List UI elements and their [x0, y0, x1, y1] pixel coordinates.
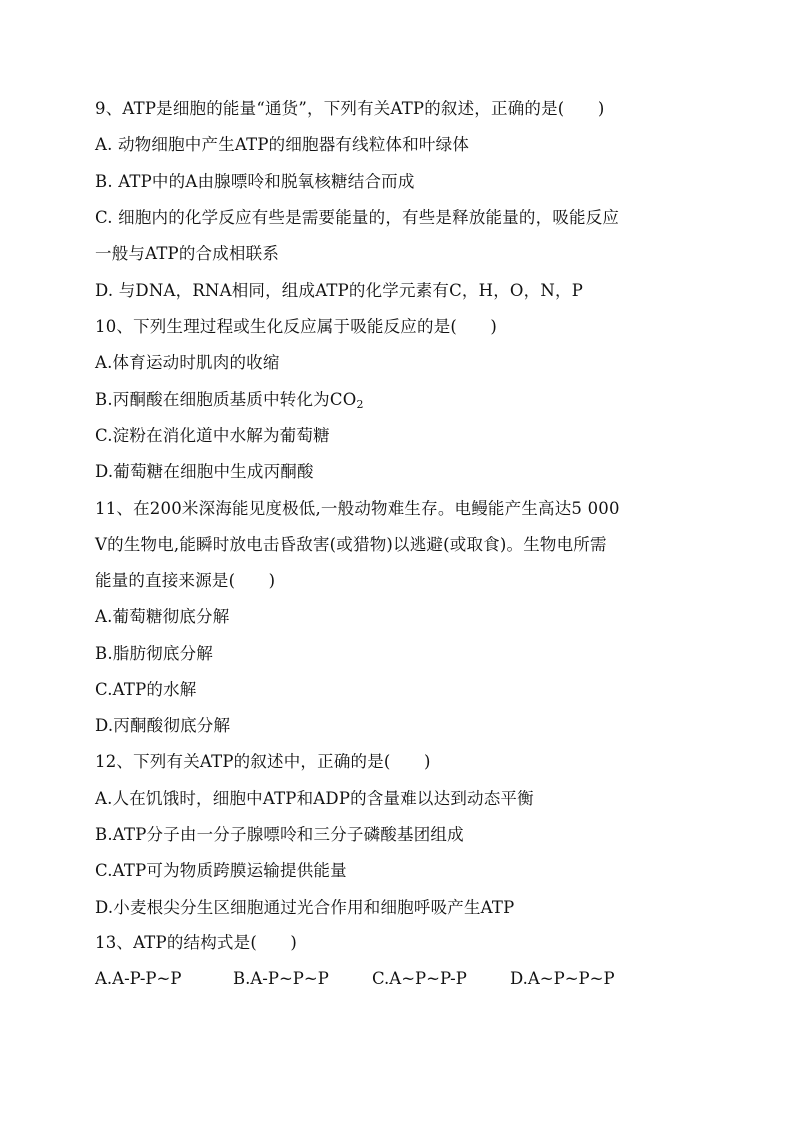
question-12-option-c: C.ATP可为物质跨膜运输提供能量 — [95, 861, 347, 880]
question-13-option-b: B.A-P~P~P — [233, 969, 329, 988]
question-13-option-c: C.A~P~P-P — [372, 969, 467, 988]
question-13-stem: 13、ATP的结构式是( ) — [95, 933, 297, 952]
question-12-option-a: A.人在饥饿时，细胞中ATP和ADP的含量难以达到动态平衡 — [95, 789, 534, 808]
question-12-stem: 12、下列有关ATP的叙述中，正确的是( ) — [95, 752, 431, 771]
question-11-option-a: A.葡萄糖彻底分解 — [95, 607, 230, 626]
question-10-option-a: A.体育运动时肌肉的收缩 — [95, 353, 280, 372]
question-9-option-c-line1: C. 细胞内的化学反应有些是需要能量的，有些是释放能量的，吸能反应 — [95, 208, 620, 227]
question-9-option-b: B. ATP中的A由腺嘌呤和脱氧核糖结合而成 — [95, 172, 415, 191]
question-11-option-c: C.ATP的水解 — [95, 680, 197, 699]
question-10-option-c: C.淀粉在消化道中水解为葡萄糖 — [95, 426, 330, 445]
question-9-stem: 9、ATP是细胞的能量“通货”，下列有关ATP的叙述，正确的是( ) — [95, 99, 605, 118]
question-11-stem-line1: 11、在200米深海能见度极低,一般动物难生存。电鳗能产生高达5 000 — [95, 499, 620, 518]
question-9-option-a: A. 动物细胞中产生ATP的细胞器有线粒体和叶绿体 — [95, 135, 470, 154]
question-13-option-a: A.A-P-P~P — [95, 969, 182, 988]
question-10-option-d: D.葡萄糖在细胞中生成丙酮酸 — [95, 462, 314, 481]
question-11-option-b: B.脂肪彻底分解 — [95, 644, 213, 663]
question-13-option-d: D.A~P~P~P — [510, 969, 615, 988]
question-11-stem-line2: V的生物电,能瞬时放电击昏敌害(或猎物)以逃避(或取食)。生物电所需 — [95, 535, 607, 554]
question-12-option-b: B.ATP分子由一分子腺嘌呤和三分子磷酸基团组成 — [95, 825, 464, 844]
question-11-option-d: D.丙酮酸彻底分解 — [95, 716, 231, 735]
question-10-stem: 10、下列生理过程或生化反应属于吸能反应的是( ) — [95, 317, 498, 336]
question-9-option-d: D. 与DNA，RNA相同，组成ATP的化学元素有C，H，O，N，P — [95, 281, 583, 300]
subscript-2: 2 — [356, 398, 364, 411]
question-11-stem-line3: 能量的直接来源是( ) — [95, 571, 276, 590]
question-10-option-b — [95, 389, 364, 411]
question-9-option-c-line2: 一般与ATP的合成相联系 — [95, 244, 280, 263]
question-10-option-b-text: B.丙酮酸在细胞质基质中转化为CO — [95, 390, 357, 409]
question-12-option-d: D.小麦根尖分生区细胞通过光合作用和细胞呼吸产生ATP — [95, 898, 515, 917]
